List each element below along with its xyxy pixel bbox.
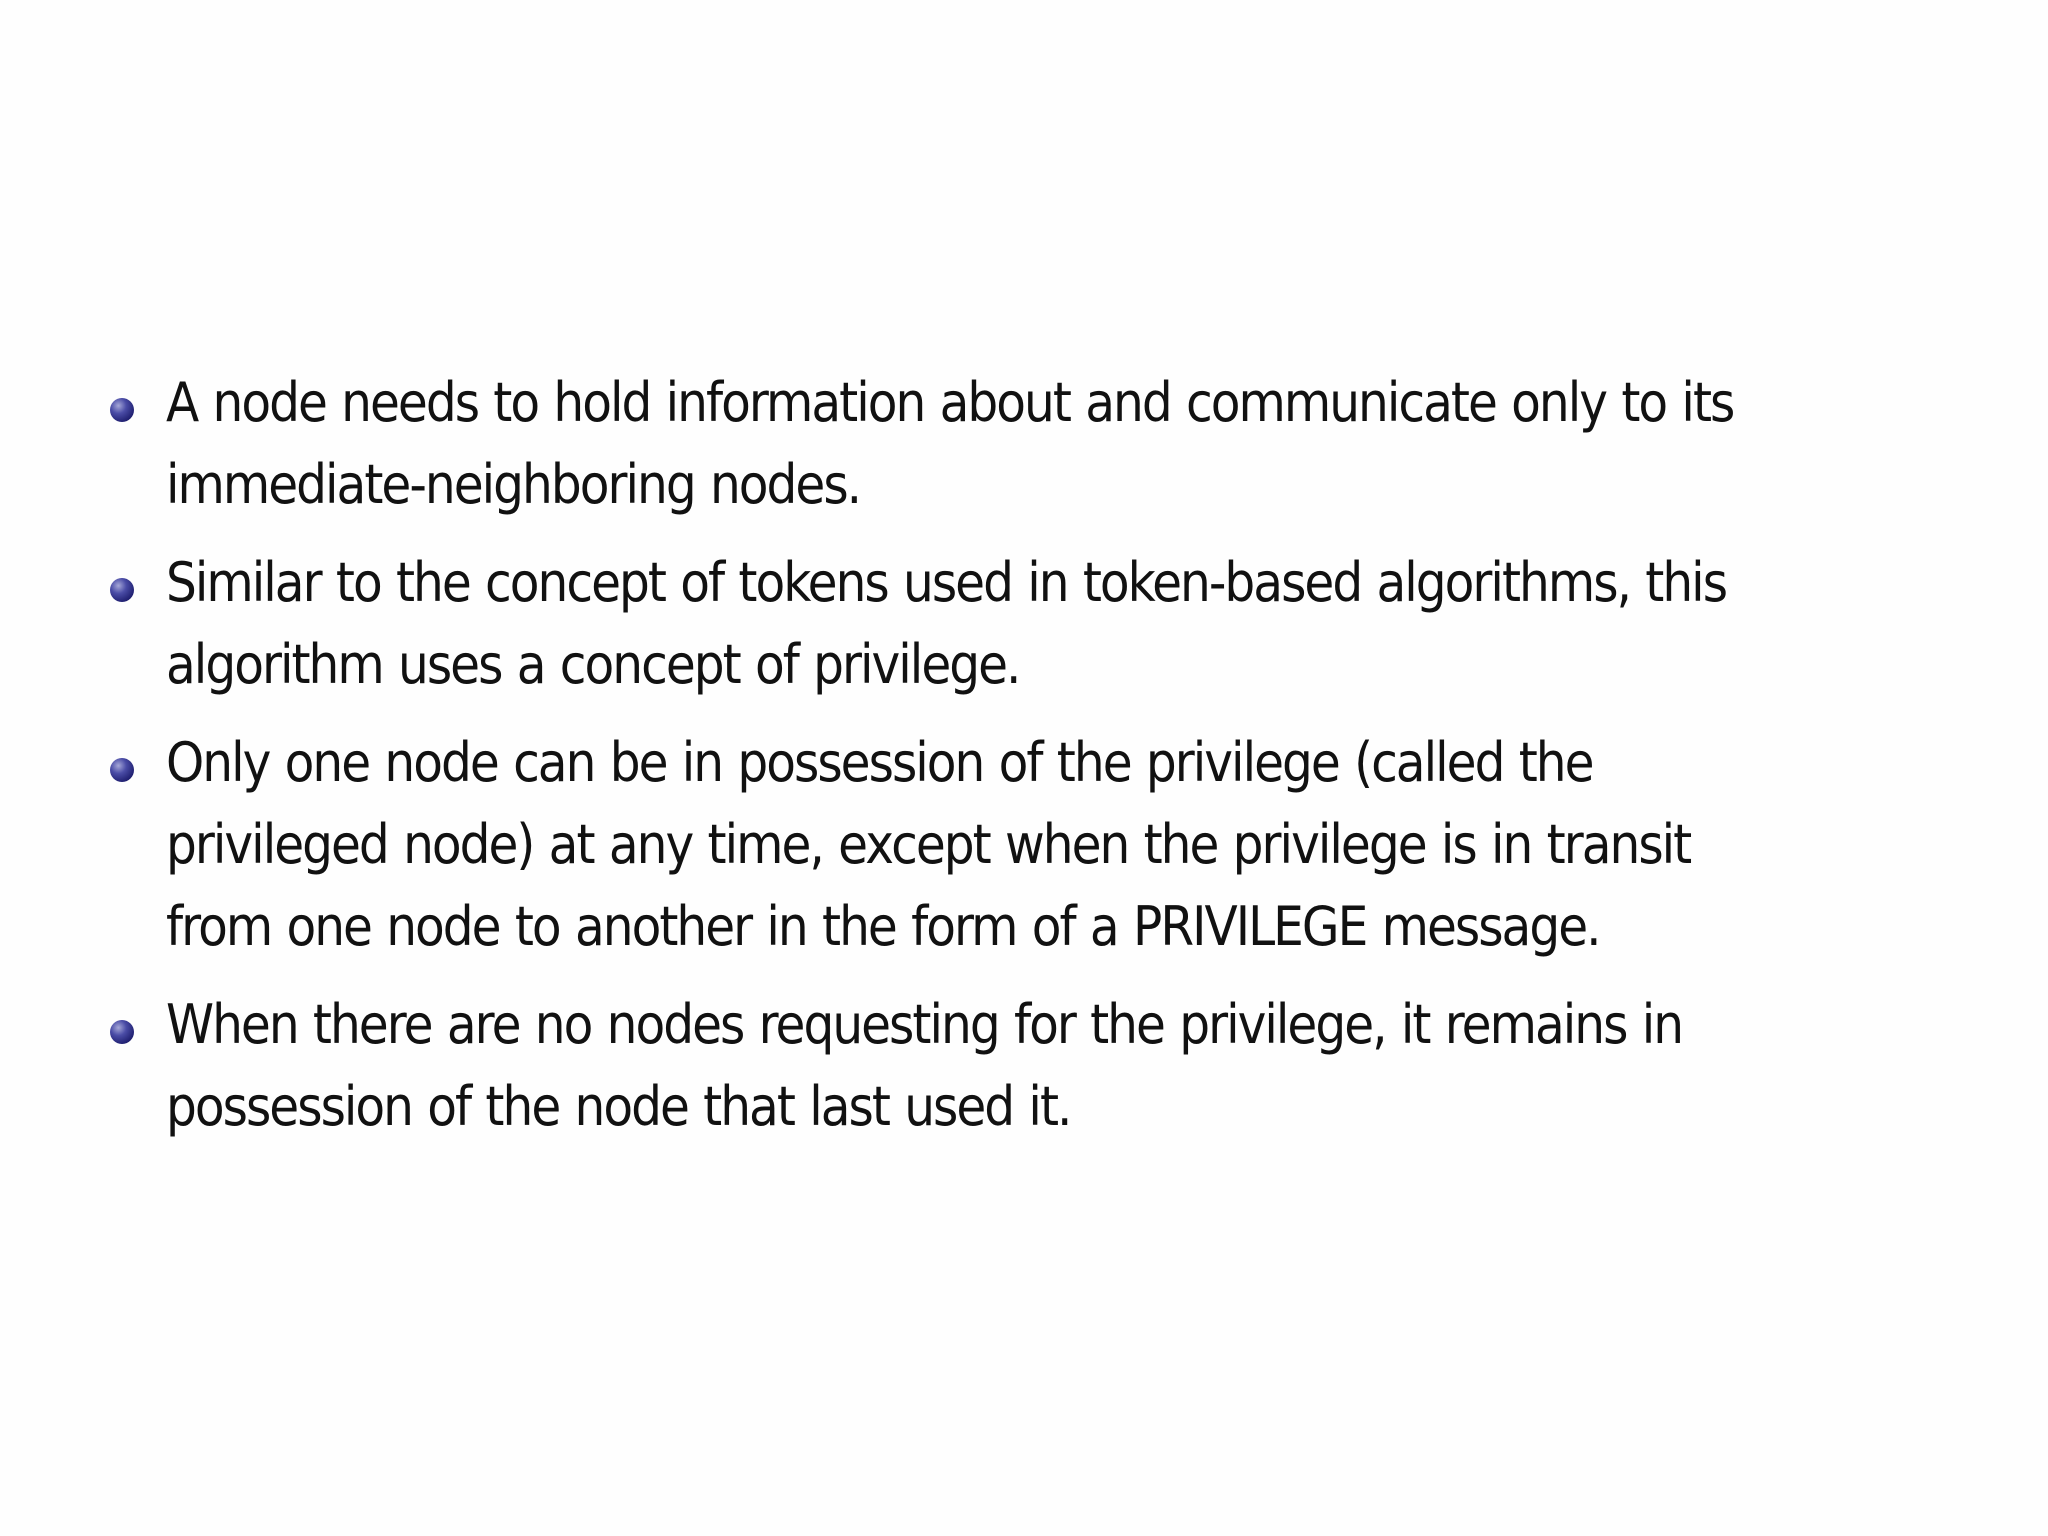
bullet-ball-icon <box>110 758 134 782</box>
bullet-text: Only one node can be in possession of the privilege (called the privileged node) at any time, except when the privilege is in transit from one node to another in the form of a PRIVILEGE message. <box>166 731 1691 958</box>
list-item <box>110 984 1970 1148</box>
bullet-text: Similar to the concept of tokens used in token-based algorithms, this algorithm uses a concept of privilege. <box>166 551 1727 696</box>
bullet-ball-icon <box>110 1020 134 1044</box>
bullet-list <box>110 362 1970 1164</box>
bullet-text: When there are no nodes requesting for the privilege, it remains in possession of the node that last used it. <box>166 993 1683 1138</box>
bullet-ball-icon <box>110 398 134 422</box>
bullet-text: A node needs to hold information about and communicate only to its immediate-neighboring nodes. <box>166 371 1734 516</box>
list-item <box>110 542 1970 706</box>
list-item <box>110 362 1970 526</box>
bullet-ball-icon <box>110 578 134 602</box>
list-item <box>110 722 1970 968</box>
